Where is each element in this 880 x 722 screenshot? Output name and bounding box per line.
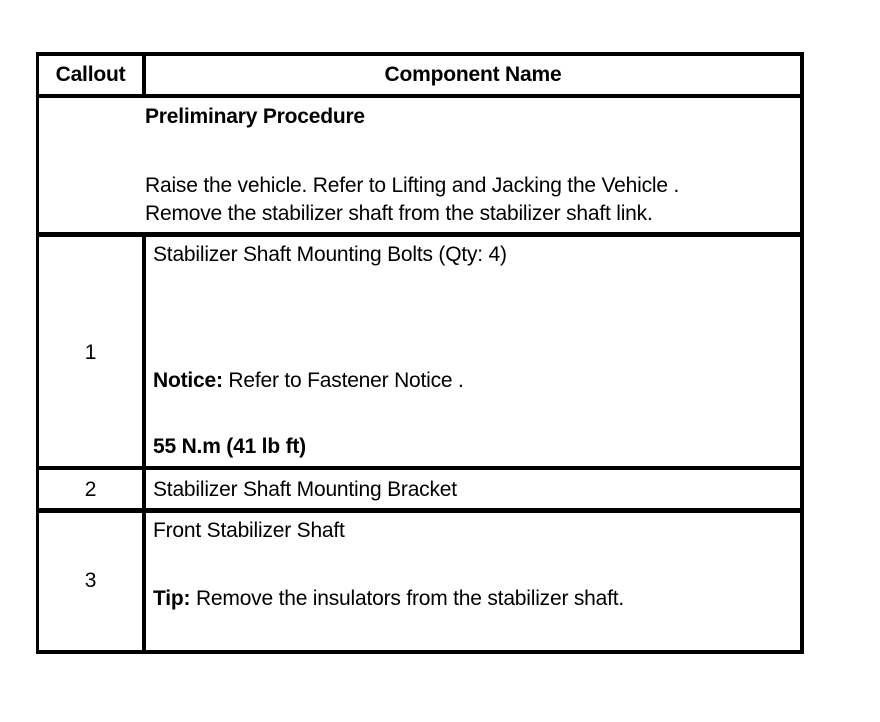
row-divider-2 xyxy=(36,508,804,513)
column-divider xyxy=(142,232,146,654)
callout-3: 3 xyxy=(84,569,97,592)
row-divider-1 xyxy=(36,466,804,470)
component-1-name: Stabilizer Shaft Mounting Bolts (Qty: 4) xyxy=(153,243,507,266)
notice-text: Refer to Fastener Notice . xyxy=(228,369,464,392)
header-callout: Callout xyxy=(55,63,126,86)
table-border-top xyxy=(36,52,804,56)
component-3-name: Front Stabilizer Shaft xyxy=(153,519,345,542)
callout-2: 2 xyxy=(84,478,97,501)
header-component-name: Component Name xyxy=(384,63,562,86)
component-2-name: Stabilizer Shaft Mounting Bracket xyxy=(153,478,457,501)
preliminary-title: Preliminary Procedure xyxy=(145,105,365,128)
callout-1: 1 xyxy=(84,341,97,364)
preliminary-step-1: Raise the vehicle. Refer to Lifting and Jacking the Vehicle . xyxy=(145,174,680,197)
preliminary-step-2: Remove the stabilizer shaft from the stabilizer shaft link. xyxy=(145,202,653,225)
component-3-tip xyxy=(153,585,624,613)
table-border-bottom xyxy=(36,650,804,654)
tip-label: Tip: xyxy=(153,587,191,610)
tip-text: Remove the insulators from the stabilizer shaft. xyxy=(195,587,625,610)
row-divider-preliminary xyxy=(36,232,804,237)
component-1-torque: 55 N.m (41 lb ft) xyxy=(153,435,306,458)
component-1-notice xyxy=(153,367,464,395)
header-divider xyxy=(36,94,804,98)
table-border-right xyxy=(800,52,804,654)
notice-label: Notice: xyxy=(153,369,223,392)
procedure-table xyxy=(36,52,804,654)
